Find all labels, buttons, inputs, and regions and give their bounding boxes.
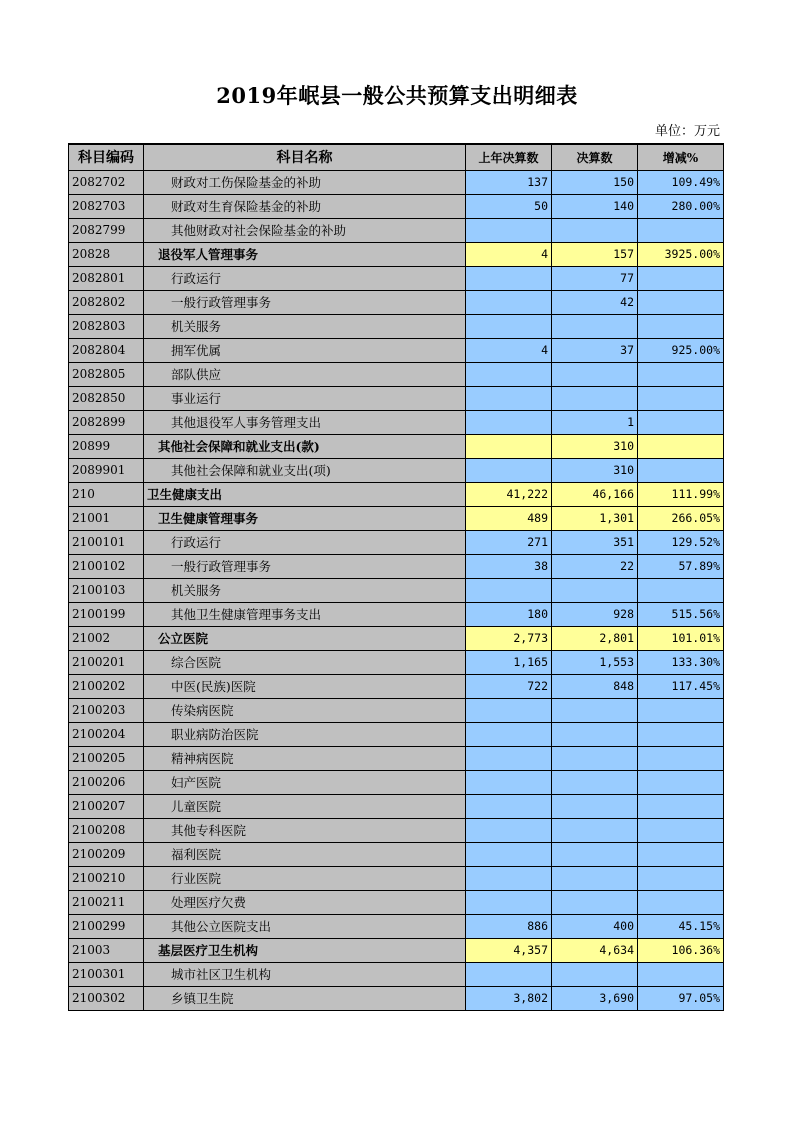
cell-code: 21003 bbox=[69, 938, 144, 962]
table-row bbox=[69, 722, 724, 746]
cell-current bbox=[552, 962, 638, 986]
cell-current: 42 bbox=[552, 290, 638, 314]
table-row bbox=[69, 698, 724, 722]
cell-prev-year: 1,165 bbox=[466, 650, 552, 674]
cell-change-pct bbox=[638, 770, 724, 794]
cell-change-pct: 117.45% bbox=[638, 674, 724, 698]
cell-name: 基层医疗卫生机构 bbox=[144, 938, 466, 962]
cell-current: 310 bbox=[552, 434, 638, 458]
table-row bbox=[69, 338, 724, 362]
cell-name: 事业运行 bbox=[144, 386, 466, 410]
cell-change-pct bbox=[638, 434, 724, 458]
cell-change-pct: 106.36% bbox=[638, 938, 724, 962]
cell-current: 848 bbox=[552, 674, 638, 698]
cell-name: 拥军优属 bbox=[144, 338, 466, 362]
table-row bbox=[69, 458, 724, 482]
cell-change-pct bbox=[638, 962, 724, 986]
table-row bbox=[69, 602, 724, 626]
cell-code: 2100209 bbox=[69, 842, 144, 866]
table-row bbox=[69, 650, 724, 674]
cell-change-pct bbox=[638, 290, 724, 314]
cell-code: 21001 bbox=[69, 506, 144, 530]
cell-prev-year: 137 bbox=[466, 170, 552, 194]
cell-name: 其他卫生健康管理事务支出 bbox=[144, 602, 466, 626]
cell-change-pct: 133.30% bbox=[638, 650, 724, 674]
unit-label: 单位：万元 bbox=[654, 124, 720, 139]
cell-prev-year bbox=[466, 818, 552, 842]
cell-name: 综合医院 bbox=[144, 650, 466, 674]
table-row bbox=[69, 986, 724, 1010]
cell-current bbox=[552, 842, 638, 866]
cell-current bbox=[552, 722, 638, 746]
table-row bbox=[69, 362, 724, 386]
cell-code: 2082805 bbox=[69, 362, 144, 386]
cell-current: 1 bbox=[552, 410, 638, 434]
cell-change-pct bbox=[638, 410, 724, 434]
cell-change-pct bbox=[638, 386, 724, 410]
cell-code: 2100301 bbox=[69, 962, 144, 986]
cell-current: 1,553 bbox=[552, 650, 638, 674]
cell-change-pct bbox=[638, 362, 724, 386]
cell-current: 3,690 bbox=[552, 986, 638, 1010]
cell-code: 20899 bbox=[69, 434, 144, 458]
cell-code: 2100208 bbox=[69, 818, 144, 842]
cell-name: 机关服务 bbox=[144, 578, 466, 602]
cell-current: 37 bbox=[552, 338, 638, 362]
cell-name: 精神病医院 bbox=[144, 746, 466, 770]
header-code: 科目编码 bbox=[69, 144, 144, 170]
header-change-pct: 增减% bbox=[638, 144, 724, 170]
cell-name: 一般行政管理事务 bbox=[144, 290, 466, 314]
cell-name: 卫生健康支出 bbox=[144, 482, 466, 506]
cell-prev-year: 4 bbox=[466, 338, 552, 362]
cell-name: 部队供应 bbox=[144, 362, 466, 386]
table-row bbox=[69, 482, 724, 506]
cell-name: 福利医院 bbox=[144, 842, 466, 866]
cell-change-pct: 101.01% bbox=[638, 626, 724, 650]
cell-current: 46,166 bbox=[552, 482, 638, 506]
cell-current: 2,801 bbox=[552, 626, 638, 650]
cell-code: 2100203 bbox=[69, 698, 144, 722]
cell-name: 机关服务 bbox=[144, 314, 466, 338]
cell-prev-year bbox=[466, 434, 552, 458]
cell-current: 928 bbox=[552, 602, 638, 626]
cell-prev-year: 722 bbox=[466, 674, 552, 698]
cell-current: 351 bbox=[552, 530, 638, 554]
table-row bbox=[69, 194, 724, 218]
cell-change-pct: 280.00% bbox=[638, 194, 724, 218]
cell-name: 公立医院 bbox=[144, 626, 466, 650]
cell-change-pct bbox=[638, 842, 724, 866]
cell-change-pct bbox=[638, 794, 724, 818]
table-header-row bbox=[69, 144, 724, 170]
cell-code: 2082801 bbox=[69, 266, 144, 290]
table-row bbox=[69, 218, 724, 242]
cell-code: 210 bbox=[69, 482, 144, 506]
cell-prev-year bbox=[466, 698, 552, 722]
cell-code: 2100201 bbox=[69, 650, 144, 674]
cell-name: 其他财政对社会保险基金的补助 bbox=[144, 218, 466, 242]
cell-current bbox=[552, 698, 638, 722]
table-row bbox=[69, 434, 724, 458]
cell-prev-year bbox=[466, 746, 552, 770]
cell-code: 2082899 bbox=[69, 410, 144, 434]
cell-code: 2100211 bbox=[69, 890, 144, 914]
cell-prev-year: 886 bbox=[466, 914, 552, 938]
cell-current bbox=[552, 386, 638, 410]
cell-name: 一般行政管理事务 bbox=[144, 554, 466, 578]
table-row bbox=[69, 818, 724, 842]
cell-change-pct: 266.05% bbox=[638, 506, 724, 530]
cell-current bbox=[552, 362, 638, 386]
cell-current bbox=[552, 578, 638, 602]
cell-prev-year bbox=[466, 578, 552, 602]
cell-change-pct bbox=[638, 722, 724, 746]
cell-prev-year bbox=[466, 290, 552, 314]
cell-prev-year bbox=[466, 890, 552, 914]
cell-code: 2100205 bbox=[69, 746, 144, 770]
cell-code: 2082799 bbox=[69, 218, 144, 242]
cell-change-pct: 45.15% bbox=[638, 914, 724, 938]
cell-prev-year bbox=[466, 266, 552, 290]
table-row bbox=[69, 914, 724, 938]
cell-code: 2082802 bbox=[69, 290, 144, 314]
cell-prev-year bbox=[466, 458, 552, 482]
cell-code: 2100206 bbox=[69, 770, 144, 794]
cell-current: 157 bbox=[552, 242, 638, 266]
cell-change-pct: 925.00% bbox=[638, 338, 724, 362]
cell-prev-year: 50 bbox=[466, 194, 552, 218]
table-row bbox=[69, 842, 724, 866]
header-name: 科目名称 bbox=[144, 144, 466, 170]
cell-prev-year bbox=[466, 962, 552, 986]
cell-current bbox=[552, 890, 638, 914]
table-row bbox=[69, 170, 724, 194]
cell-name: 儿童医院 bbox=[144, 794, 466, 818]
cell-current bbox=[552, 866, 638, 890]
cell-current: 22 bbox=[552, 554, 638, 578]
cell-code: 2100103 bbox=[69, 578, 144, 602]
cell-code: 2082703 bbox=[69, 194, 144, 218]
table-row bbox=[69, 770, 724, 794]
cell-name: 其他退役军人事务管理支出 bbox=[144, 410, 466, 434]
cell-prev-year: 271 bbox=[466, 530, 552, 554]
cell-change-pct bbox=[638, 578, 724, 602]
table-row bbox=[69, 530, 724, 554]
cell-prev-year: 4 bbox=[466, 242, 552, 266]
table-row bbox=[69, 962, 724, 986]
cell-current bbox=[552, 794, 638, 818]
cell-name: 其他专科医院 bbox=[144, 818, 466, 842]
cell-name: 中医(民族)医院 bbox=[144, 674, 466, 698]
header-prev-year: 上年决算数 bbox=[466, 144, 552, 170]
cell-current: 4,634 bbox=[552, 938, 638, 962]
cell-code: 2100102 bbox=[69, 554, 144, 578]
cell-code: 20828 bbox=[69, 242, 144, 266]
header-current: 决算数 bbox=[552, 144, 638, 170]
cell-name: 城市社区卫生机构 bbox=[144, 962, 466, 986]
cell-prev-year bbox=[466, 794, 552, 818]
page-title: 2019年岷县一般公共预算支出明细表 bbox=[216, 83, 578, 108]
cell-code: 2100299 bbox=[69, 914, 144, 938]
cell-name: 退役军人管理事务 bbox=[144, 242, 466, 266]
cell-code: 2100302 bbox=[69, 986, 144, 1010]
cell-prev-year bbox=[466, 386, 552, 410]
table-row bbox=[69, 746, 724, 770]
cell-change-pct: 111.99% bbox=[638, 482, 724, 506]
table-row bbox=[69, 626, 724, 650]
cell-name: 卫生健康管理事务 bbox=[144, 506, 466, 530]
table-row bbox=[69, 506, 724, 530]
cell-change-pct bbox=[638, 266, 724, 290]
cell-code: 2089901 bbox=[69, 458, 144, 482]
cell-code: 2100210 bbox=[69, 866, 144, 890]
cell-change-pct bbox=[638, 746, 724, 770]
cell-change-pct: 515.56% bbox=[638, 602, 724, 626]
cell-code: 2082850 bbox=[69, 386, 144, 410]
cell-prev-year bbox=[466, 842, 552, 866]
cell-code: 2100207 bbox=[69, 794, 144, 818]
cell-prev-year: 3,802 bbox=[466, 986, 552, 1010]
cell-name: 财政对工伤保险基金的补助 bbox=[144, 170, 466, 194]
cell-prev-year bbox=[466, 722, 552, 746]
cell-current: 140 bbox=[552, 194, 638, 218]
cell-prev-year: 489 bbox=[466, 506, 552, 530]
cell-current: 1,301 bbox=[552, 506, 638, 530]
cell-name: 乡镇卫生院 bbox=[144, 986, 466, 1010]
table-row bbox=[69, 674, 724, 698]
table-row bbox=[69, 578, 724, 602]
table-row bbox=[69, 314, 724, 338]
cell-name: 职业病防治医院 bbox=[144, 722, 466, 746]
cell-current bbox=[552, 818, 638, 842]
cell-current: 400 bbox=[552, 914, 638, 938]
cell-code: 2100199 bbox=[69, 602, 144, 626]
table-row bbox=[69, 866, 724, 890]
cell-current: 310 bbox=[552, 458, 638, 482]
cell-change-pct: 109.49% bbox=[638, 170, 724, 194]
cell-prev-year bbox=[466, 410, 552, 434]
cell-change-pct: 97.05% bbox=[638, 986, 724, 1010]
cell-change-pct bbox=[638, 458, 724, 482]
cell-change-pct bbox=[638, 890, 724, 914]
cell-name: 财政对生育保险基金的补助 bbox=[144, 194, 466, 218]
cell-code: 2100101 bbox=[69, 530, 144, 554]
cell-name: 行业医院 bbox=[144, 866, 466, 890]
cell-prev-year bbox=[466, 362, 552, 386]
cell-name: 其他社会保障和就业支出(项) bbox=[144, 458, 466, 482]
table-row bbox=[69, 386, 724, 410]
table-row bbox=[69, 938, 724, 962]
table-row bbox=[69, 242, 724, 266]
cell-code: 2082803 bbox=[69, 314, 144, 338]
table-row bbox=[69, 554, 724, 578]
cell-current: 150 bbox=[552, 170, 638, 194]
cell-code: 2082804 bbox=[69, 338, 144, 362]
table-body bbox=[69, 170, 724, 1010]
cell-prev-year: 2,773 bbox=[466, 626, 552, 650]
cell-name: 妇产医院 bbox=[144, 770, 466, 794]
cell-current: 77 bbox=[552, 266, 638, 290]
cell-change-pct: 3925.00% bbox=[638, 242, 724, 266]
cell-current bbox=[552, 770, 638, 794]
table-row bbox=[69, 290, 724, 314]
cell-name: 其他社会保障和就业支出(款) bbox=[144, 434, 466, 458]
cell-change-pct bbox=[638, 218, 724, 242]
cell-change-pct: 57.89% bbox=[638, 554, 724, 578]
cell-name: 传染病医院 bbox=[144, 698, 466, 722]
cell-prev-year: 41,222 bbox=[466, 482, 552, 506]
cell-current bbox=[552, 314, 638, 338]
cell-prev-year bbox=[466, 218, 552, 242]
cell-change-pct bbox=[638, 698, 724, 722]
cell-code: 2100204 bbox=[69, 722, 144, 746]
cell-prev-year: 38 bbox=[466, 554, 552, 578]
cell-prev-year bbox=[466, 866, 552, 890]
cell-prev-year bbox=[466, 770, 552, 794]
cell-current bbox=[552, 218, 638, 242]
cell-change-pct bbox=[638, 866, 724, 890]
cell-change-pct bbox=[638, 314, 724, 338]
table-row bbox=[69, 794, 724, 818]
cell-name: 行政运行 bbox=[144, 530, 466, 554]
cell-prev-year bbox=[466, 314, 552, 338]
table-row bbox=[69, 890, 724, 914]
cell-name: 行政运行 bbox=[144, 266, 466, 290]
cell-code: 2100202 bbox=[69, 674, 144, 698]
cell-code: 2082702 bbox=[69, 170, 144, 194]
table-row bbox=[69, 410, 724, 434]
cell-change-pct bbox=[638, 818, 724, 842]
cell-prev-year: 180 bbox=[466, 602, 552, 626]
cell-prev-year: 4,357 bbox=[466, 938, 552, 962]
cell-name: 处理医疗欠费 bbox=[144, 890, 466, 914]
cell-code: 21002 bbox=[69, 626, 144, 650]
cell-change-pct: 129.52% bbox=[638, 530, 724, 554]
cell-name: 其他公立医院支出 bbox=[144, 914, 466, 938]
expenditure-table bbox=[68, 143, 724, 1011]
table-row bbox=[69, 266, 724, 290]
cell-current bbox=[552, 746, 638, 770]
